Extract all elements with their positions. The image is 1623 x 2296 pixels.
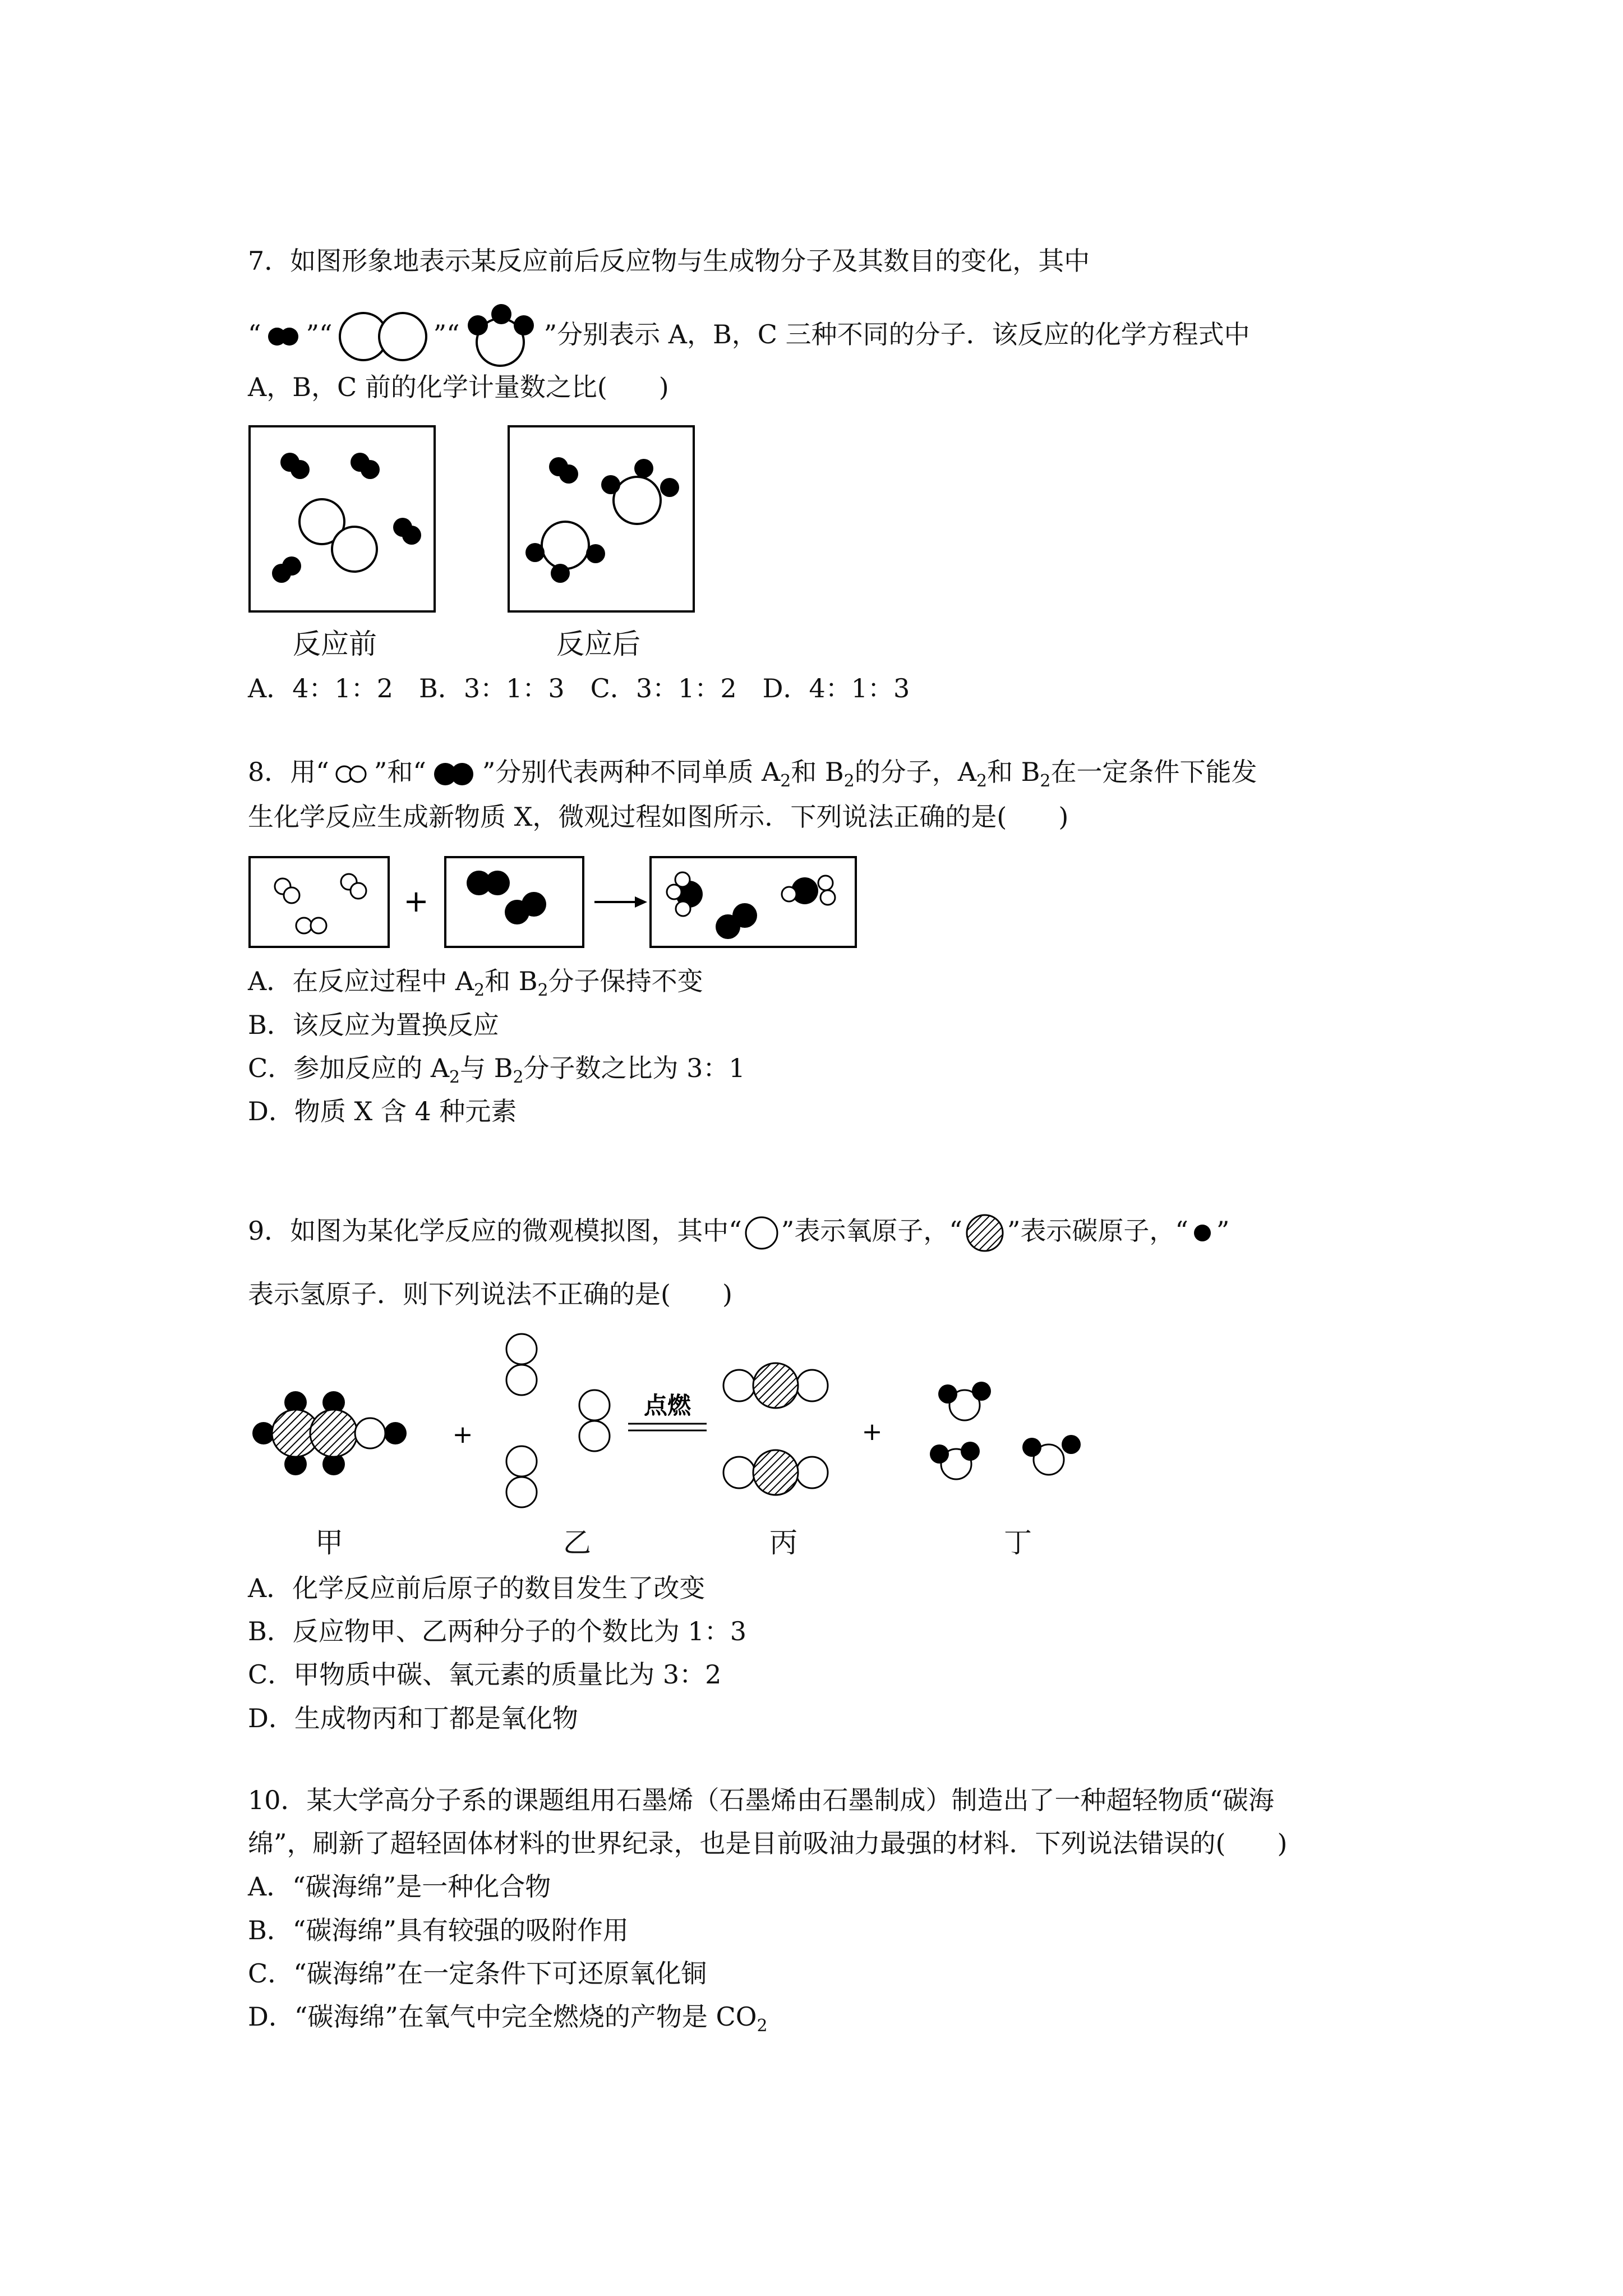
q8-text-f: 和 B [986, 757, 1040, 787]
q9-condition: 点燃 [643, 1392, 691, 1419]
q7-quote3: ”“ [433, 319, 460, 349]
q8-stem-line1 [248, 754, 1257, 799]
q9-text-a: 9．如图为某化学反应的微观模拟图，其中“ [248, 1216, 742, 1246]
q9-molecules-bing [723, 1363, 828, 1495]
q7-stem-line1: 7．如图形象地表示某反应前后反应物与生成物分子及其数目的变化，其中 [248, 246, 1090, 276]
q9-label-bing: 丙 [769, 1526, 797, 1559]
q8-opta-1: A．在反应过程中 A [248, 966, 474, 996]
q8-text-e: 的分子，A [854, 757, 976, 787]
q7-after-box [507, 425, 698, 615]
q8-text-c: ”分别代表两种不同单质 A [482, 757, 781, 787]
q7-before-box [248, 425, 439, 615]
q8-sub: 2 [513, 1068, 524, 1088]
q8-option-a [248, 964, 703, 1008]
oxygen-atom-icon [742, 1213, 781, 1253]
q9-molecules-ding [930, 1382, 1081, 1479]
q8-sub: 2 [843, 771, 855, 792]
q10-sub: 2 [757, 2016, 768, 2036]
q8-text-d: 和 B [791, 757, 844, 787]
q8-sub: 2 [976, 771, 987, 792]
q7-options: A．4：1：2 B．3：1：3 C．3：1：2 D．4：1：3 [248, 673, 910, 703]
q8-text-g: 在一定条件下能发 [1050, 757, 1257, 787]
molecule-a-icon [261, 320, 306, 353]
q8-opta-2: 和 B [485, 966, 538, 996]
q7-caption-before: 反应前 [293, 628, 377, 660]
q8-option-b: B．该反应为置换反应 [248, 1010, 499, 1040]
q10-option-b: B．“碳海绵”具有较强的吸附作用 [248, 1915, 629, 1945]
molecule-c-icon [460, 303, 544, 370]
q9-label-yi: 乙 [563, 1526, 591, 1559]
q10-stem-line2: 绵”，刷新了超轻固体材料的世界纪录，也是目前吸油力最强的材料．下列说法错误的( ) [248, 1828, 1288, 1858]
q10-option-c: C．“碳海绵”在一定条件下可还原氧化铜 [248, 1958, 707, 1989]
q9-label-ding: 丁 [1004, 1526, 1032, 1559]
q10-optd-text: D．“碳海绵”在氧气中完全燃烧的产物是 CO [248, 2001, 757, 2032]
q7-quote2: ”“ [306, 319, 333, 349]
q8-sub: 2 [537, 981, 548, 1001]
q8-text-b: ”和“ [374, 757, 426, 787]
q10-option-a: A．“碳海绵”是一种化合物 [248, 1871, 551, 1902]
carbon-atom-icon [962, 1211, 1007, 1255]
molecule-b2-icon [426, 757, 482, 791]
q9-label-jia: 甲 [315, 1526, 343, 1559]
q9-text-d: ” [1216, 1216, 1230, 1246]
q8-text-a: 8．用“ [248, 757, 329, 787]
q7-stem-line2 [248, 303, 1250, 370]
q8-sub: 2 [474, 981, 485, 1001]
q9-plus-1: + [452, 1420, 473, 1449]
q8-optc-3: 分子数之比为 3：1 [523, 1053, 745, 1083]
q10-stem-line1: 10．某大学高分子系的课题组用石墨烯（石墨烯由石墨制成）制造出了一种超轻物质“碳海 [248, 1785, 1275, 1815]
q8-option-c [248, 1051, 745, 1095]
q9-option-a: A．化学反应前后原子的数目发生了改变 [248, 1573, 706, 1603]
q8-plus-sign: + [403, 884, 429, 919]
q8-optc-1: C．参加反应的 A [248, 1053, 450, 1083]
q8-sub: 2 [1040, 771, 1051, 792]
q7-quote1: “ [248, 319, 261, 349]
q9-reaction-diagram [241, 1329, 1105, 1565]
q9-stem-line1 [248, 1211, 1229, 1255]
q8-opta-3: 分子保持不变 [548, 966, 703, 996]
q8-sub: 2 [449, 1068, 460, 1088]
q9-molecules-yi [506, 1334, 610, 1507]
q9-stem-line2: 表示氢原子．则下列说法不正确的是( ) [248, 1279, 732, 1309]
q10-option-d [248, 1999, 767, 2044]
q8-stem-line2: 生化学反应生成新物质 X，微观过程如图所示．下列说法正确的是( ) [248, 802, 1069, 832]
q9-option-b: B．反应物甲、乙两种分子的个数比为 1：3 [248, 1616, 746, 1646]
q8-option-d: D．物质 X 含 4 种元素 [248, 1096, 517, 1126]
molecule-b-icon [333, 309, 434, 365]
q9-option-d: D．生成物丙和丁都是氧化物 [248, 1703, 578, 1733]
q9-option-c: C．甲物质中碳、氧元素的质量比为 3：2 [248, 1659, 722, 1690]
q7-stem-line3: A，B，C 前的化学计量数之比( ) [248, 372, 669, 402]
q8-reaction-diagram [248, 853, 859, 954]
q9-text-b: ”表示氧原子，“ [781, 1216, 962, 1246]
q9-text-c: ”表示碳原子，“ [1007, 1216, 1188, 1246]
hydrogen-atom-icon [1188, 1219, 1216, 1247]
q8-sub: 2 [780, 771, 791, 792]
q8-optc-2: 与 B [460, 1053, 513, 1083]
q9-plus-2: + [861, 1418, 883, 1446]
q9-molecule-jia [252, 1391, 407, 1475]
q7-legend-text: ”分别表示 A，B，C 三种不同的分子．该反应的化学方程式中 [543, 319, 1250, 349]
q7-caption-after: 反应后 [556, 628, 640, 660]
molecule-a2-icon [329, 760, 374, 788]
